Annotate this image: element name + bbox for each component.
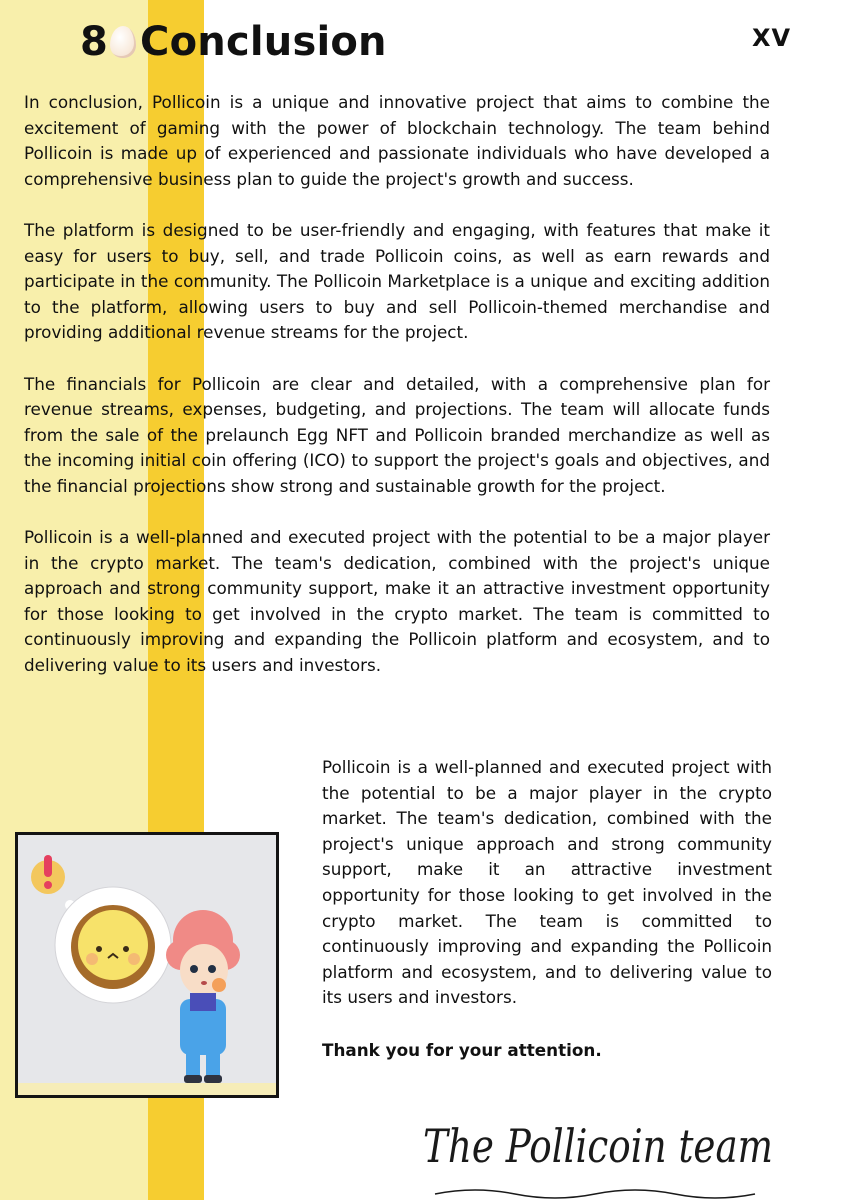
paragraph-summary: Pollicoin is a well-planned and executed project with the potential to be a major player in the crypto market. The team's dedication, combined with the project's unique approach and strong community support, make it an attractive investment opportunity for those looking to get involved in the crypto market. The team is committed to continuously improving and expanding the Pollicoin platform and ecosystem, and to delivering value to its users and investors. — [24, 527, 770, 676]
right-column-text — [322, 755, 772, 1011]
paragraph-platform: The platform is designed to be user-friendly and engaging, with features that make it easy for users to buy, sell, and trade Pollicoin coins, as well as earn rewards and participate in the community. The Pollicoin Marketplace is a unique and exciting addition to the platform, allowing users to buy and sell Pollicoin-themed merchandise and providing additional revenue streams for the project. — [24, 219, 770, 343]
page-number: XV — [752, 24, 792, 52]
illustration-image — [18, 835, 276, 1095]
signature-image — [415, 1098, 795, 1200]
paragraph-financials: The financials for Pollicoin are clear and detailed, with a comprehensive plan for revenue streams, expenses, budgeting, and projections. The team will allocate funds from the sale of the prelaunch Egg NFT and Pollicoin branded merchandize as well as the incoming initial coin offering (ICO) to support the project's goals and objectives, and the financial projections show strong and sustainable growth for the project. — [24, 373, 770, 496]
coin-character-icon — [55, 887, 171, 1003]
signature — [415, 1098, 795, 1200]
svg-text:The Pollicoin team: The Pollicoin team — [423, 1119, 773, 1173]
closing-thanks: Thank you for your attention. — [322, 1040, 602, 1060]
section-heading — [80, 12, 387, 72]
section-title: Conclusion — [140, 19, 387, 65]
egg-icon — [110, 26, 136, 58]
illustration-frame — [15, 832, 279, 1098]
body-text — [24, 90, 770, 704]
paragraph-summary-repeat: Pollicoin is a well-planned and executed project with the potential to be a major player in the crypto market. The team's dedication, combined with the project's unique approach and strong community support, make it an attractive investment opportunity for those looking to get involved in the crypto market. The team is committed to continuously improving and expanding the Pollicoin platform and ecosystem, and to delivering value to its users and investors. — [322, 757, 772, 1008]
section-number: 8 — [80, 19, 109, 65]
paragraph-intro: In conclusion, Pollicoin is a unique and innovative project that aims to combine the excitement of gaming with the power of blockchain technology. The team behind Pollicoin is made up of experienced and passionate individuals who have developed a comprehensive business plan to guide the project's growth and success. — [24, 92, 770, 189]
